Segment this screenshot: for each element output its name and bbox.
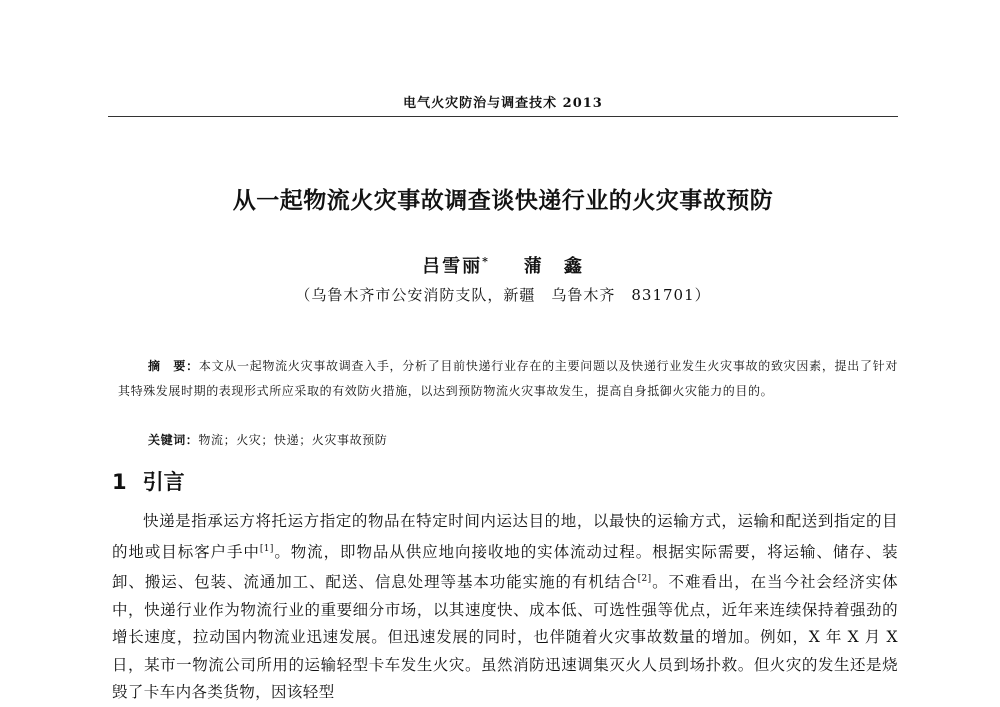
author-list bbox=[108, 252, 898, 278]
body-text bbox=[112, 508, 898, 707]
section-title: 引言 bbox=[142, 470, 185, 494]
section-number: 1 bbox=[112, 470, 127, 494]
citation-ref: [1] bbox=[259, 543, 274, 554]
corresponding-author-mark: * bbox=[482, 255, 490, 268]
author-name: 吕雪丽 bbox=[422, 256, 483, 277]
abstract bbox=[118, 354, 898, 404]
header-rule bbox=[108, 116, 898, 117]
abstract-label: 摘 要： bbox=[148, 359, 199, 373]
running-header: 电气火灾防治与调查技术 2013 bbox=[403, 96, 603, 111]
keywords-text: 物流；火灾；快递；火灾事故预防 bbox=[198, 433, 388, 447]
abstract-text: 本文从一起物流火灾事故调查入手，分析了目前快递行业存在的主要问题以及快递行业发生火灾事故的致灾因素，提出了针对其特殊发展时期的表现形式所应采取的有效防火措施，以达到预防物流火灾事故发生，提高自身抵御火灾能力的目的。 bbox=[118, 359, 898, 398]
affiliation: （乌鲁木齐市公安消防支队，新疆 乌鲁木齐 831701） bbox=[295, 286, 711, 304]
section-heading bbox=[112, 466, 185, 496]
paragraph-text: 。物流，即物品从供应地向接收地的实体流动过程。根据实际需要，将运输、储存、装卸、搬运、包装、流通加工、配送、信息处理等基本功能实施的有机结合 bbox=[112, 542, 898, 592]
citation-ref: [2] bbox=[637, 574, 652, 585]
keywords bbox=[148, 430, 898, 450]
paper-title: 从一起物流火灾事故调查谈快递行业的火灾事故预防 bbox=[232, 187, 774, 214]
keywords-label: 关键词： bbox=[148, 433, 199, 447]
paragraph-text: 快递是指承运方将托运方指定的物品在特定时间内运达目的地，以最快的运输方式，运输和配送到指定的目的地或目标客户手中 bbox=[112, 512, 898, 561]
paragraph bbox=[112, 508, 898, 707]
author-name: 蒲 鑫 bbox=[523, 256, 584, 277]
paragraph-text: 。不难看出，在当今社会经济实体中，快递行业作为物流行业的重要细分市场，以其速度快、成本低、可选性强等优点，近年来连续保持着强劲的增长速度，拉动国内物流业迅速发展。但迅速发展的同时，也伴随着火灾事故数量的增加。例如，X 年 X 月 X 日，某市一物流公司所用的运输轻型卡车发生火灾。虽然消防迅速调集灭火人员到场扑救。但火灾的发生还是烧毁了卡车内各类货物，因该轻型 bbox=[112, 573, 898, 702]
